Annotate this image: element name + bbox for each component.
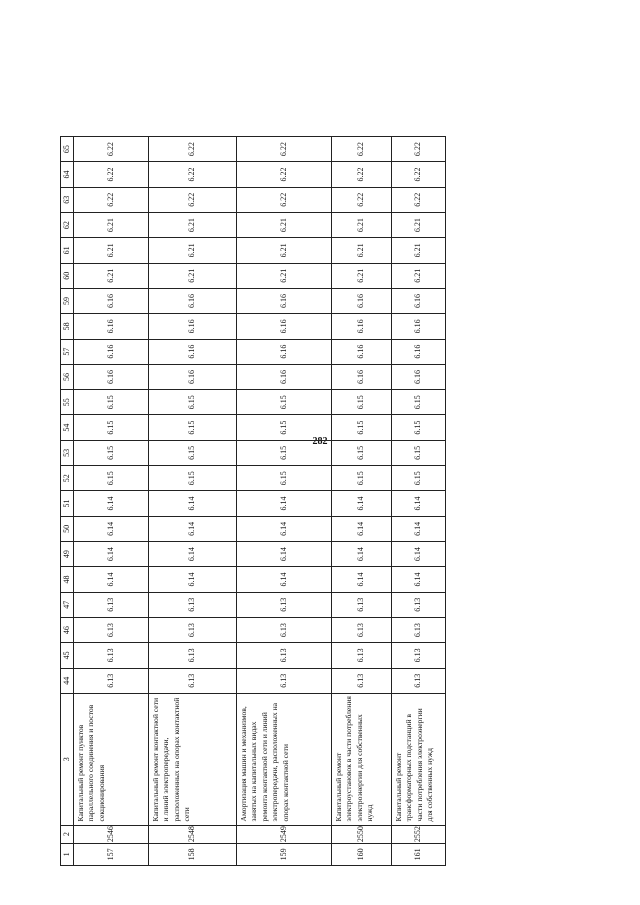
value-cell: 6.15 <box>237 466 332 491</box>
value-cell: 6.15 <box>74 415 149 440</box>
value-cell: 6.21 <box>332 238 392 263</box>
value-cell: 6.15 <box>237 390 332 415</box>
column-header: 52 <box>61 466 74 491</box>
value-cell: 6.16 <box>332 314 392 339</box>
value-cell: 6.14 <box>392 567 446 592</box>
value-cell: 6.21 <box>74 212 149 237</box>
value-cell: 6.16 <box>392 339 446 364</box>
value-cell: 6.22 <box>392 187 446 212</box>
row-name-cell: Капитальный ремонт контактной сети и линий электропередачи, расположенных на опорах контактной сети <box>149 693 237 825</box>
value-cell: 6.21 <box>149 212 237 237</box>
value-cell: 6.21 <box>74 238 149 263</box>
column-header: 58 <box>61 314 74 339</box>
value-cell: 6.13 <box>392 643 446 668</box>
column-header: 54 <box>61 415 74 440</box>
value-cell: 6.16 <box>332 288 392 313</box>
value-cell: 6.16 <box>149 288 237 313</box>
value-cell: 6.22 <box>74 187 149 212</box>
value-cell: 6.16 <box>237 364 332 389</box>
value-cell: 6.22 <box>74 162 149 187</box>
row-number-cell: 159 <box>237 843 332 865</box>
value-cell: 6.15 <box>74 390 149 415</box>
column-header: 62 <box>61 212 74 237</box>
value-cell: 6.22 <box>149 162 237 187</box>
header-row <box>61 137 74 866</box>
column-header: 55 <box>61 390 74 415</box>
value-cell: 6.15 <box>332 440 392 465</box>
value-cell: 6.13 <box>332 668 392 693</box>
row-number-cell: 157 <box>74 843 149 865</box>
row-number-cell: 161 <box>392 843 446 865</box>
column-header: 56 <box>61 364 74 389</box>
row-name-cell: Амортизация машин и механизмов, занятых на капитальных видах ремонта контактной сети и линий электропередачи, расположенных на опорах контактной сети <box>237 693 332 825</box>
value-cell: 6.21 <box>149 238 237 263</box>
value-cell: 6.21 <box>237 212 332 237</box>
value-cell: 6.14 <box>149 491 237 516</box>
column-header: 49 <box>61 542 74 567</box>
value-cell: 6.13 <box>74 617 149 642</box>
value-cell: 6.15 <box>74 440 149 465</box>
value-cell: 6.16 <box>149 364 237 389</box>
value-cell: 6.13 <box>332 617 392 642</box>
value-cell: 6.13 <box>332 592 392 617</box>
table-row <box>392 137 446 866</box>
value-cell: 6.15 <box>237 415 332 440</box>
value-cell: 6.15 <box>332 466 392 491</box>
column-header: 63 <box>61 187 74 212</box>
column-header: 48 <box>61 567 74 592</box>
column-header: 64 <box>61 162 74 187</box>
value-cell: 6.21 <box>332 263 392 288</box>
column-header: 57 <box>61 339 74 364</box>
column-header: 51 <box>61 491 74 516</box>
rotated-table-region <box>60 136 444 866</box>
value-cell: 6.13 <box>392 668 446 693</box>
value-cell: 6.22 <box>74 137 149 162</box>
value-cell: 6.22 <box>392 137 446 162</box>
column-header: 59 <box>61 288 74 313</box>
column-header: 47 <box>61 592 74 617</box>
table-frame <box>60 136 444 866</box>
value-cell: 6.14 <box>332 542 392 567</box>
value-cell: 6.16 <box>74 339 149 364</box>
row-code-cell: 2550 <box>332 825 392 843</box>
value-cell: 6.21 <box>392 238 446 263</box>
row-number-cell: 160 <box>332 843 392 865</box>
value-cell: 6.13 <box>149 592 237 617</box>
value-cell: 6.14 <box>237 516 332 541</box>
value-cell: 6.16 <box>332 339 392 364</box>
value-cell: 6.14 <box>149 542 237 567</box>
value-cell: 6.13 <box>74 643 149 668</box>
value-cell: 6.15 <box>149 466 237 491</box>
value-cell: 6.14 <box>237 491 332 516</box>
value-cell: 6.14 <box>149 567 237 592</box>
value-cell: 6.16 <box>237 314 332 339</box>
column-header: 44 <box>61 668 74 693</box>
value-cell: 6.14 <box>392 516 446 541</box>
column-header: 65 <box>61 137 74 162</box>
value-cell: 6.15 <box>332 415 392 440</box>
column-header: 61 <box>61 238 74 263</box>
value-cell: 6.14 <box>74 516 149 541</box>
value-cell: 6.13 <box>237 592 332 617</box>
value-cell: 6.16 <box>149 339 237 364</box>
row-code-cell: 2552 <box>392 825 446 843</box>
value-cell: 6.14 <box>237 567 332 592</box>
table-row <box>237 137 332 866</box>
value-cell: 6.22 <box>237 187 332 212</box>
table-row <box>74 137 149 866</box>
value-cell: 6.13 <box>237 643 332 668</box>
value-cell: 6.15 <box>392 466 446 491</box>
value-cell: 6.16 <box>74 364 149 389</box>
column-header: 53 <box>61 440 74 465</box>
row-name-cell: Капитальный ремонт трансформаторных подстанций в части потребления электроэнергии для собственных нужд <box>392 693 446 825</box>
value-cell: 6.21 <box>392 263 446 288</box>
page-number: 282 <box>312 436 328 447</box>
value-cell: 6.16 <box>74 288 149 313</box>
value-cell: 6.13 <box>392 617 446 642</box>
column-header: 46 <box>61 617 74 642</box>
data-table <box>60 136 446 866</box>
row-code-cell: 2546 <box>74 825 149 843</box>
value-cell: 6.21 <box>149 263 237 288</box>
value-cell: 6.15 <box>149 390 237 415</box>
row-code-cell: 2549 <box>237 825 332 843</box>
value-cell: 6.13 <box>237 668 332 693</box>
value-cell: 6.21 <box>332 212 392 237</box>
value-cell: 6.16 <box>149 314 237 339</box>
column-header: 45 <box>61 643 74 668</box>
value-cell: 6.13 <box>237 617 332 642</box>
value-cell: 6.16 <box>332 364 392 389</box>
value-cell: 6.21 <box>237 263 332 288</box>
column-header: 1 <box>61 843 74 865</box>
value-cell: 6.16 <box>237 288 332 313</box>
value-cell: 6.15 <box>237 440 332 465</box>
value-cell: 6.21 <box>237 238 332 263</box>
value-cell: 6.22 <box>332 187 392 212</box>
value-cell: 6.13 <box>149 643 237 668</box>
value-cell: 6.15 <box>392 415 446 440</box>
value-cell: 6.22 <box>237 137 332 162</box>
value-cell: 6.14 <box>149 516 237 541</box>
value-cell: 6.22 <box>149 187 237 212</box>
value-cell: 6.13 <box>149 668 237 693</box>
value-cell: 6.15 <box>332 390 392 415</box>
row-name-cell: Капитальный ремонт электроустановок в части потребления электроэнергии для собственных нужд <box>332 693 392 825</box>
value-cell: 6.21 <box>392 212 446 237</box>
value-cell: 6.21 <box>74 263 149 288</box>
value-cell: 6.13 <box>149 617 237 642</box>
column-header: 50 <box>61 516 74 541</box>
value-cell: 6.13 <box>392 592 446 617</box>
value-cell: 6.14 <box>392 491 446 516</box>
value-cell: 6.13 <box>332 643 392 668</box>
value-cell: 6.22 <box>237 162 332 187</box>
value-cell: 6.16 <box>74 314 149 339</box>
value-cell: 6.14 <box>74 491 149 516</box>
value-cell: 6.22 <box>332 137 392 162</box>
column-header: 60 <box>61 263 74 288</box>
row-number-cell: 158 <box>149 843 237 865</box>
value-cell: 6.16 <box>237 339 332 364</box>
table-row <box>149 137 237 866</box>
value-cell: 6.14 <box>74 542 149 567</box>
value-cell: 6.16 <box>392 288 446 313</box>
row-code-cell: 2548 <box>149 825 237 843</box>
table-row <box>332 137 392 866</box>
value-cell: 6.15 <box>74 466 149 491</box>
value-cell: 6.15 <box>392 440 446 465</box>
value-cell: 6.13 <box>74 592 149 617</box>
value-cell: 6.14 <box>392 542 446 567</box>
value-cell: 6.14 <box>237 542 332 567</box>
row-name-cell: Капитальный ремонт пунктов параллельного соединения и постов секционирования <box>74 693 149 825</box>
value-cell: 6.15 <box>149 415 237 440</box>
value-cell: 6.13 <box>74 668 149 693</box>
value-cell: 6.14 <box>332 491 392 516</box>
value-cell: 6.16 <box>392 314 446 339</box>
value-cell: 6.22 <box>392 162 446 187</box>
value-cell: 6.15 <box>149 440 237 465</box>
value-cell: 6.14 <box>332 567 392 592</box>
value-cell: 6.15 <box>392 390 446 415</box>
value-cell: 6.14 <box>74 567 149 592</box>
value-cell: 6.22 <box>149 137 237 162</box>
value-cell: 6.22 <box>332 162 392 187</box>
column-header: 3 <box>61 693 74 825</box>
value-cell: 6.14 <box>332 516 392 541</box>
column-header: 2 <box>61 825 74 843</box>
value-cell: 6.16 <box>392 364 446 389</box>
